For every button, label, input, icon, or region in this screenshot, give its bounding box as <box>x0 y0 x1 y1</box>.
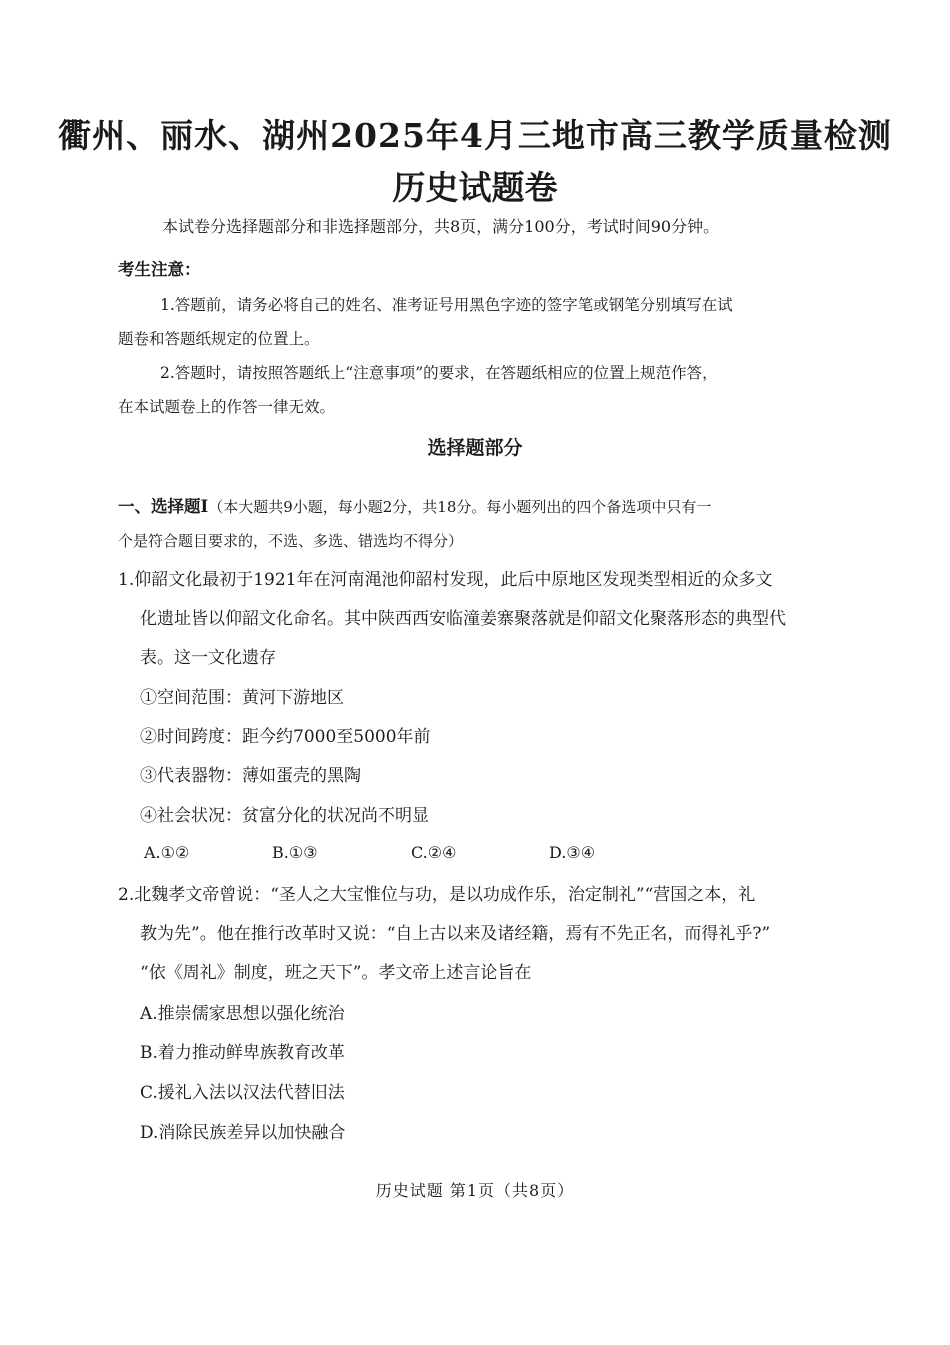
q2-option-c: C.援礼入法以汉法代替旧法 <box>140 1083 345 1103</box>
q1-stem-line-1: 1.仰韶文化最初于1921年在河南渑池仰韶村发现，此后中原地区发现类型相近的众多文 <box>118 570 773 590</box>
q1-option-c: C.②④ <box>411 843 457 862</box>
q1-option-b: B.①③ <box>272 843 318 862</box>
q1-item-4: ④社会状况：贫富分化的状况尚不明显 <box>140 806 429 826</box>
q1-item-1: ①空间范围：黄河下游地区 <box>140 688 344 708</box>
part-1-header <box>118 496 711 518</box>
exam-title: 衢州、丽水、湖州2025年4月三地市高三教学质量检测 <box>58 116 892 155</box>
q1-stem-line-3: 表。这一文化遗存 <box>140 648 276 668</box>
section-title: 选择题部分 <box>427 437 523 459</box>
part-1-desc-line-1: （本大题共9小题，每小题2分，共18分。每小题列出的四个备选项中只有一 <box>208 498 712 516</box>
notice-item-1-line-1: 1.答题前，请务必将自己的姓名、准考证号用黑色字迹的签字笔或钢笔分别填写在试 <box>160 296 733 314</box>
q2-stem-line-2: 教为先”。他在推行改革时又说：“自上古以来及诸经籍，焉有不先正名，而得礼乎?” <box>140 924 771 944</box>
q1-stem-line-2: 化遗址皆以仰韶文化命名。其中陕西西安临潼姜寨聚落就是仰韶文化聚落形态的典型代 <box>140 609 786 629</box>
q2-option-a: A.推崇儒家思想以强化统治 <box>140 1004 345 1024</box>
q2-option-b: B.着力推动鲜卑族教育改革 <box>140 1043 345 1063</box>
part-1-label: 一、选择题Ⅰ <box>118 497 209 516</box>
q1-item-3: ③代表器物：薄如蛋壳的黑陶 <box>140 766 361 786</box>
page-footer: 历史试题 第1页（共8页） <box>375 1181 575 1200</box>
q2-stem-line-1: 2.北魏孝文帝曾说：“圣人之大宝惟位与功，是以功成作乐，治定制礼”“营国之本，礼 <box>118 885 756 905</box>
exam-intro: 本试卷分选择题部分和非选择题部分，共8页，满分100分，考试时间90分钟。 <box>162 217 720 236</box>
part-1-desc-line-2: 个是符合题目要求的，不选、多选、错选均不得分） <box>118 532 464 550</box>
q2-option-d: D.消除民族差异以加快融合 <box>140 1123 346 1143</box>
q2-stem-line-3: “依《周礼》制度，班之天下”。孝文帝上述言论旨在 <box>140 963 532 983</box>
q1-item-2: ②时间跨度：距今约7000至5000年前 <box>140 727 431 747</box>
notice-heading: 考生注意： <box>118 260 201 279</box>
notice-item-2-line-1: 2.答题时，请按照答题纸上“注意事项”的要求，在答题纸相应的位置上规范作答， <box>160 364 718 382</box>
q1-option-d: D.③④ <box>549 843 596 862</box>
notice-item-2-line-2: 在本试题卷上的作答一律无效。 <box>118 398 336 416</box>
exam-subtitle: 历史试题卷 <box>392 168 558 207</box>
notice-item-1-line-2: 题卷和答题纸规定的位置上。 <box>118 330 320 348</box>
q1-option-a: A.①② <box>144 843 190 862</box>
